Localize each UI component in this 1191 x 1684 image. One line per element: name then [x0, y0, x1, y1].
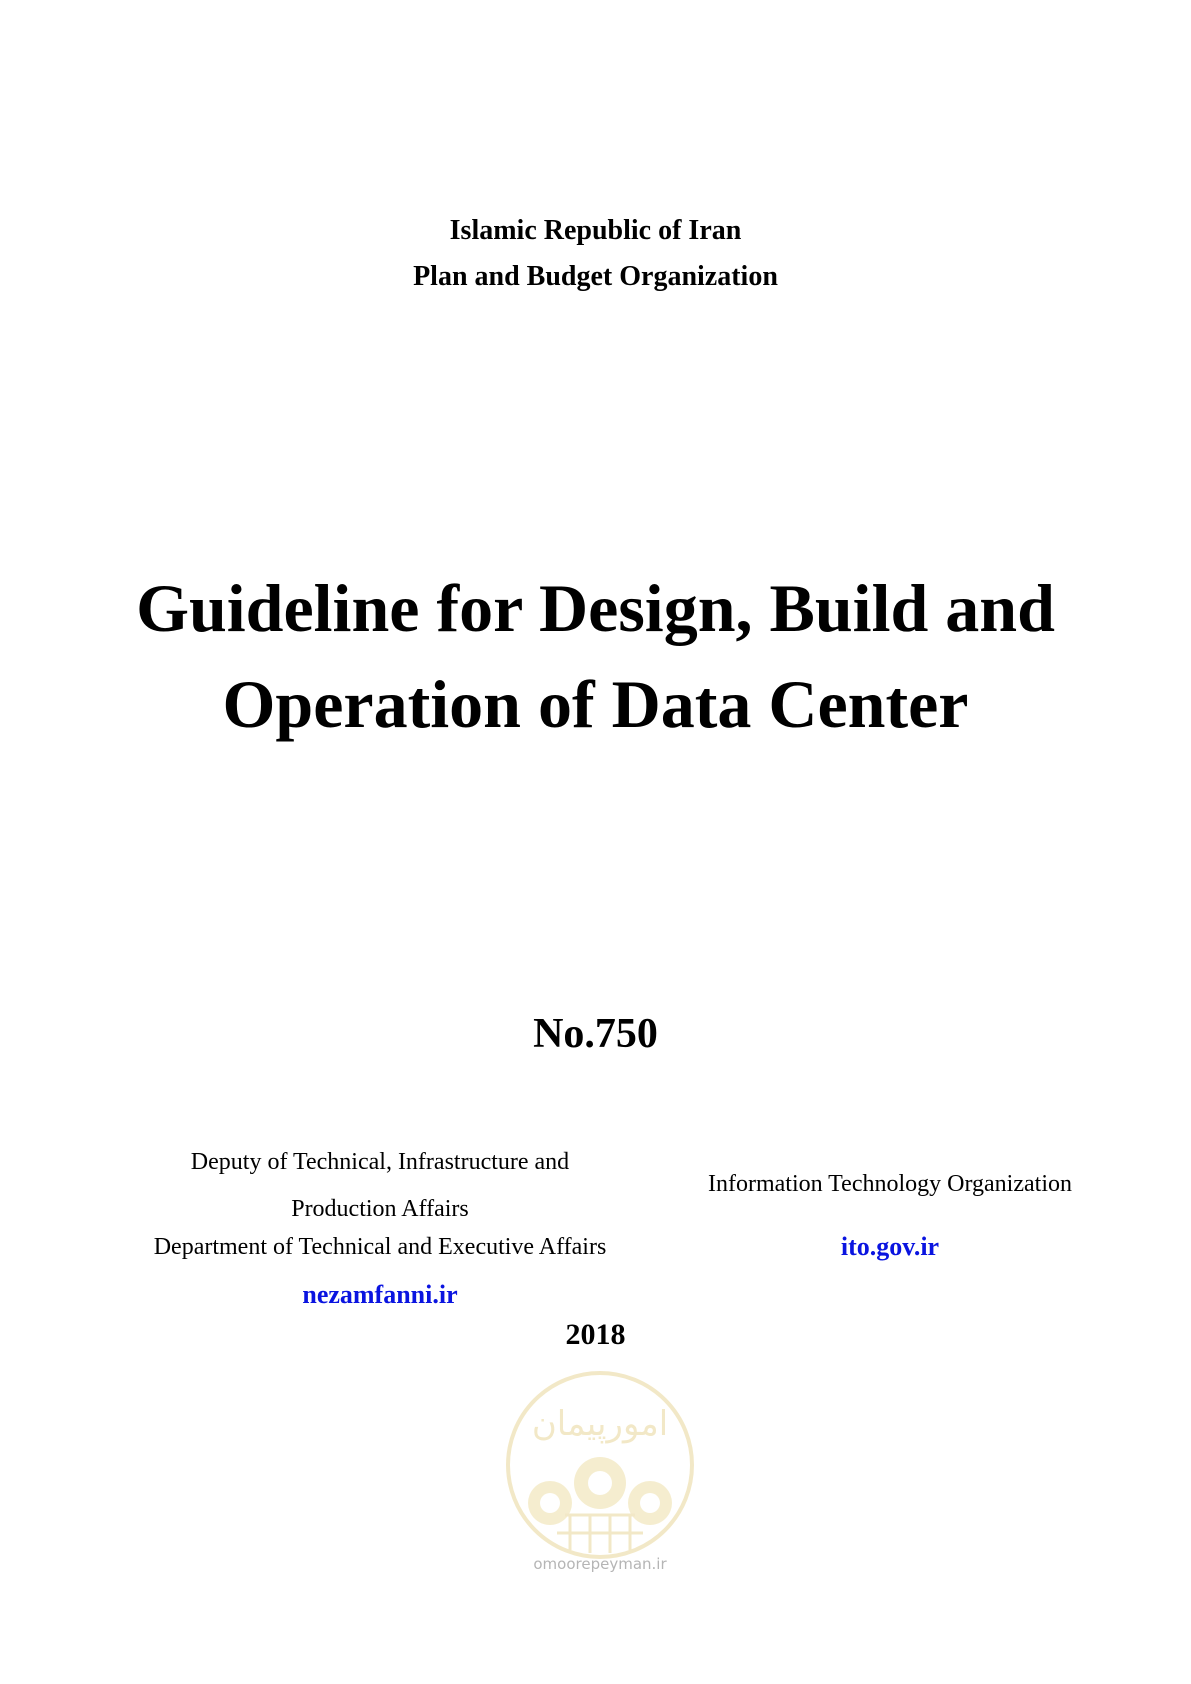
watermark-logo [495, 1365, 705, 1565]
ito-link[interactable]: ito.gov.ir [840, 1232, 940, 1261]
deputy-line-1: Deputy of Technical, Infrastructure and [190, 1149, 570, 1175]
document-title-line-1: Guideline for Design, Build and [136, 570, 1055, 646]
department-line: Department of Technical and Executive Affairs [153, 1234, 607, 1260]
document-number: No.750 [533, 1011, 658, 1057]
publication-year: 2018 [565, 1318, 626, 1351]
watermark-script: امورپیمان [531, 1404, 669, 1444]
deputy-line-2: Production Affairs [291, 1196, 469, 1222]
nezamfanni-link[interactable]: nezamfanni.ir [302, 1280, 458, 1309]
watermark-text: omoorepeyman.ir [533, 1555, 667, 1573]
document-title-line-2: Operation of Data Center [222, 666, 969, 742]
ito-name: Information Technology Organization [707, 1171, 1072, 1197]
organization-line: Plan and Budget Organization [413, 261, 778, 292]
country-line: Islamic Republic of Iran [449, 215, 742, 246]
